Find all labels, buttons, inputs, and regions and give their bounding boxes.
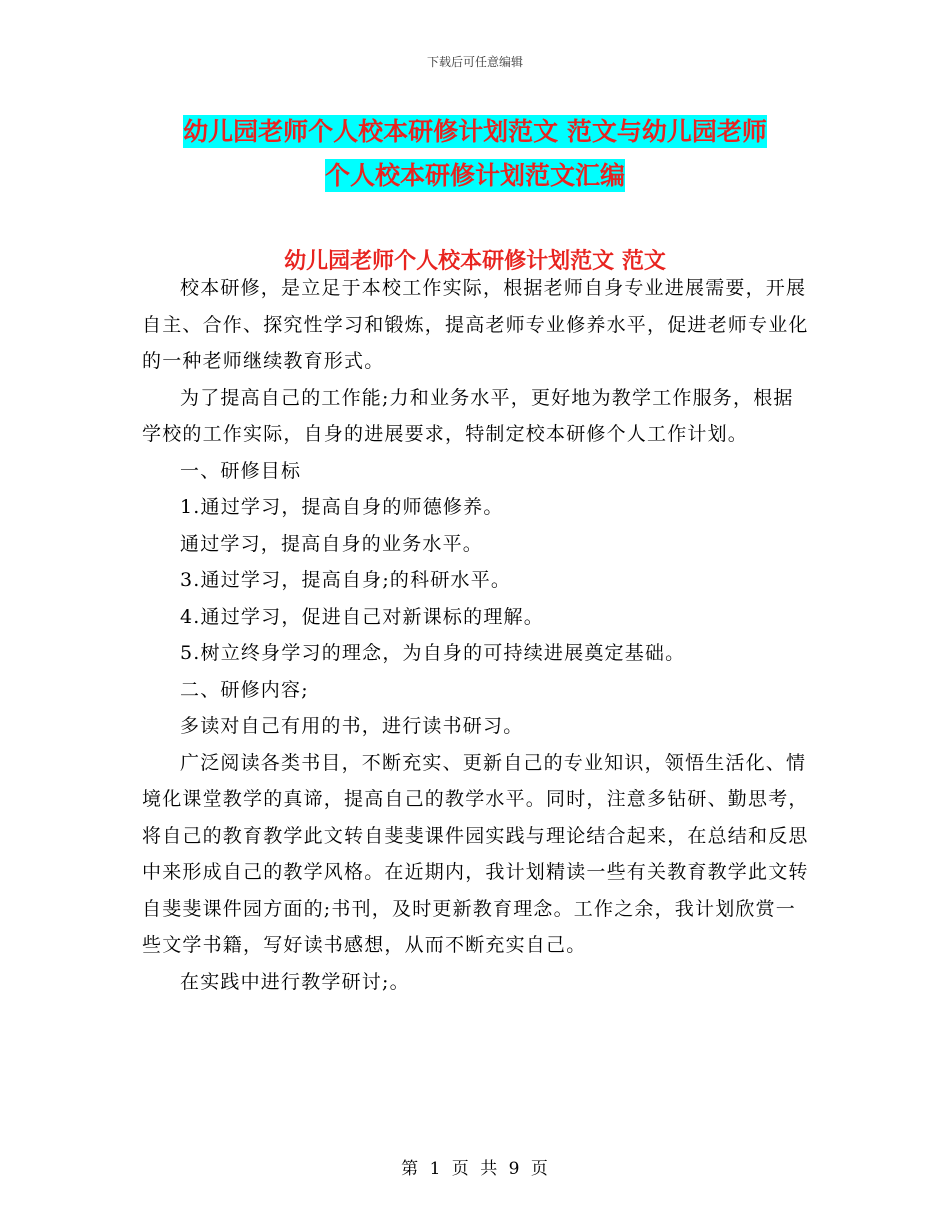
paragraph: 一、研修目标: [180, 459, 302, 482]
title-line-2: 个人校本研修计划范文汇编: [324, 161, 625, 190]
page-number: 第 1 页 共 9 页: [401, 1159, 549, 1179]
document-title: [0, 110, 950, 198]
body-text: [142, 270, 810, 1000]
paragraph: 5.树立终身学习的理念，为自身的可持续进展奠定基础。: [180, 642, 686, 664]
paragraph: 1.通过学习，提高自身的师德修养。: [180, 496, 504, 518]
paragraph: 多读对自己有用的书，进行读书研习。: [180, 715, 524, 737]
paragraph: 二、研修内容;: [180, 678, 309, 701]
paragraph: 广泛阅读各类书目，不断充实、更新自己的专业知识，领悟生活化、情境化课堂教学的真谛，提高自己的教学水平。同时，注意多钻研、勤思考，将自己的教育教学此文转自斐斐课件园实践与理论结合起来，在总结和反思中来形成自己的教学风格。在近期内，我计划精读一些有关教育教学此文转自斐斐课件园方面的;书刊，及时更新教育理念。工作之余，我计划欣赏一些文学书籍，写好读书感想，从而不断充实自己。: [142, 751, 809, 956]
header-note: 下载后可任意编辑: [426, 55, 523, 69]
paragraph: 3.通过学习，提高自身;的科研水平。: [180, 569, 512, 591]
paragraph: 4.通过学习，促进自己对新课标的理解。: [180, 605, 544, 628]
title-line-1: 幼儿园老师个人校本研修计划范文 范文与幼儿园老师: [183, 117, 767, 146]
paragraph: 在实践中进行教学研讨;。: [180, 970, 410, 993]
paragraph: 校本研修，是立足于本校工作实际，根据老师自身专业进展需要，开展自主、合作、探究性学习和锻炼，提高老师专业修养水平，促进老师专业化的一种老师继续教育形式。: [142, 277, 809, 372]
paragraph: 为了提高自己的工作能;力和业务水平，更好地为教学工作服务，根据学校的工作实际，自身的进展要求，特制定校本研修个人工作计划。: [142, 386, 794, 445]
section-title: 幼儿园老师个人校本研修计划范文 范文: [284, 249, 666, 274]
paragraph: 通过学习，提高自身的业务水平。: [180, 532, 484, 555]
